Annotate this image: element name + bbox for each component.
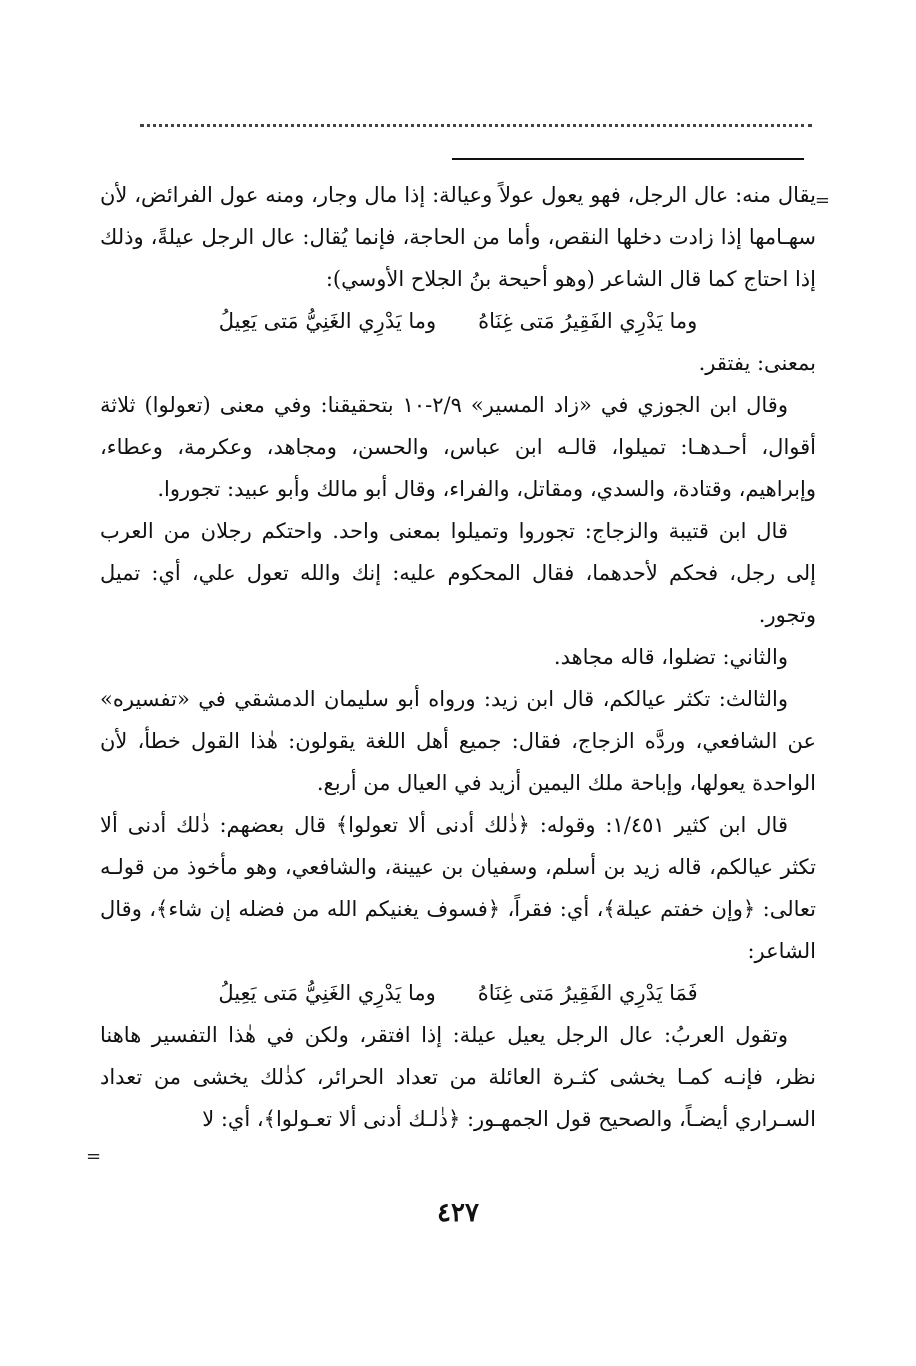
paragraph-4: قال ابن قتيبة والزجاج: تجوروا وتميلوا بمعنى واحد. واحتكم رجلان من العرب إلى رجل، فحكم لأحدهما، فقال المحكوم عليه: إنك والله تعول علي، أي: تميل وتجور. <box>100 519 816 627</box>
poetry-verse-2 <box>100 972 816 1014</box>
page-number: ٤٢٧ <box>437 1198 479 1228</box>
paragraph-6: والثالث: تكثر عيالكم، قال ابن زيد: ورواه أبو سليمان الدمشقي في «تفسيره» عن الشافعي، وردَّه الزجاج، فقال: جميع أهل اللغة يقولون: هٰذا القول خطأ، لأن الواحدة يعولها، وإباحة ملك اليمين أزيد في العيال من أربع. <box>100 687 816 795</box>
continuation-mark-start: = <box>814 190 830 211</box>
footnote-body <box>100 174 816 1140</box>
paragraph-7: قال ابن كثير ١/٤٥١: وقوله: ﴿ذٰلك أدنى ألا تعولوا﴾ قال بعضهم: ذٰلك أدنى ألا تكثر عيالكم، قاله زيد بن أسلم، وسفيان بن عيينة، والشافعي، وهو مأخوذ من قولـه تعالى: ﴿وإن خفتم عيلة﴾، أي: فقراً، ﴿فسوف يغنيكم الله من فضله إن شاء﴾، وقال الشاعر: <box>100 813 816 963</box>
verse-2-hemistich-1: فَمَا يَدْرِي الفَقِيرُ مَتى غِنَاهُ <box>477 981 698 1005</box>
verse-2-hemistich-2: وما يَدْرِي الغَنِيُّ مَتى يَعِيلُ <box>218 981 436 1005</box>
verse-1-hemistich-1: وما يَدْرِي الفَقِيرُ مَتى غِنَاهُ <box>478 309 698 333</box>
paragraph-1: يقال منه: عال الرجل، فهو يعول عولاً وعيالة: إذا مال وجار، ومنه عول الفرائض، لأن سهـامها إذا زادت دخلها النقص، وأما من الحاجة، فإنما يُقال: عال الرجل عيلةً، وذلك إذا احتاج كما قال الشاعر (وهو أحيحة بنُ الجلاح الأوسي): <box>100 183 816 291</box>
paragraph-3: وقال ابن الجوزي في «زاد المسير» ٢/٩-١٠ بتحقيقنا: وفي معنى (تعولوا) ثلاثة أقوال، أحـدهـا: تميلوا، قالـه ابن عباس، والحسن، ومجاهد، وعكرمة، وعطاء، وإبراهيم، وقتادة، والسدي، ومقاتل، والفراء، وقال أبو مالك وأبو عبيد: تجوروا. <box>100 393 816 501</box>
poetry-verse-1 <box>100 300 816 342</box>
continuation-mark-end: = <box>86 1146 102 1167</box>
paragraph-2: بمعنى: يفتقر. <box>698 351 816 375</box>
verse-1-hemistich-2: وما يَدْرِي الغَنِيُّ مَتى يَعِيلُ <box>218 309 437 333</box>
paragraph-8: وتقول العربُ: عال الرجل يعيل عيلة: إذا افتقر، ولكن في هٰذا التفسير هاهنا نظر، فإنـه كمـا يخشى كثـرة العائلة من تعداد الحرائر، كذٰلك يخشى من تعداد السـراري أيضـاً، والصحيح قول الجمهـور: ﴿ذٰلـك أدنى ألا تعـولوا﴾، أي: لا <box>100 1023 816 1131</box>
footnote-rule <box>452 158 804 160</box>
separator-dots <box>140 112 812 127</box>
paragraph-5: والثاني: تضلوا، قاله مجاهد. <box>553 645 788 669</box>
